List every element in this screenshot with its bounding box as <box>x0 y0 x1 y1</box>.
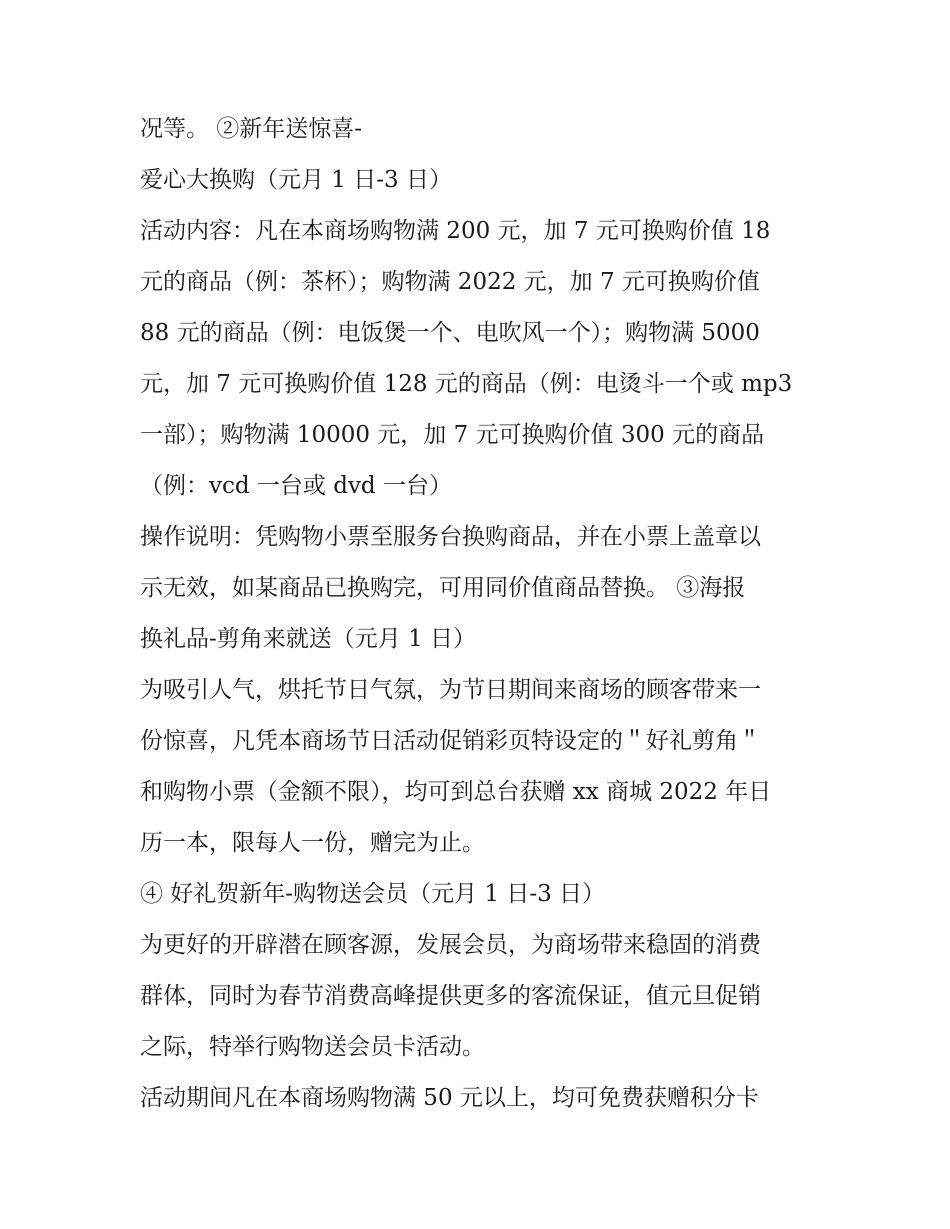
text-line: 操作说明：凭购物小票至服务台换购商品，并在小票上盖章以 <box>140 524 761 550</box>
text-line: 之际，特举行购物送会员卡活动。 <box>140 1034 485 1060</box>
text-line: 活动期间凡在本商场购物满 50 元以上，均可免费获赠积分卡 <box>140 1085 759 1111</box>
text-line: 和购物小票（金额不限），均可到总台获赠 xx 商城 2022 年日 <box>140 779 772 805</box>
text-line: 历一本，限每人一份，赠完为止。 <box>140 830 485 856</box>
text-line: 份惊喜，凡凭本商场节日活动促销彩页特设定的＂好礼剪角＂ <box>140 728 761 754</box>
text-line: ④ 好礼贺新年-购物送会员（元月 1 日-3 日） <box>140 881 606 907</box>
text-line: （例：vcd 一台或 dvd 一台） <box>140 473 452 499</box>
text-line: 群体，同时为春节消费高峰提供更多的客流保证，值元旦促销 <box>140 983 761 1009</box>
text-line: 元，加 7 元可换购价值 128 元的商品（例：电烫斗一个或 mp3 <box>140 371 793 397</box>
text-line: 元的商品（例：茶杯）；购物满 2022 元，加 7 元可换购价值 <box>140 269 760 295</box>
text-line: 88 元的商品（例：电饭煲一个、电吹风一个）；购物满 5000 <box>140 320 760 346</box>
text-line: 况等。 ②新年送惊喜- <box>140 116 363 142</box>
text-line: 爱心大换购（元月 1 日-3 日） <box>140 167 452 193</box>
text-line: 活动内容：凡在本商场购物满 200 元，加 7 元可换购价值 18 <box>140 218 771 244</box>
document-body <box>140 104 820 1124</box>
text-line: 为更好的开辟潜在顾客源，发展会员，为商场带来稳固的消费 <box>140 932 761 958</box>
text-line: 一部）；购物满 10000 元，加 7 元可换购价值 300 元的商品 <box>140 422 765 448</box>
text-line: 为吸引人气，烘托节日气氛，为节日期间来商场的顾客带来一 <box>140 677 761 703</box>
text-line: 示无效，如某商品已换购完，可用同价值商品替换。 ③海报 <box>140 575 746 601</box>
text-line: 换礼品-剪角来就送（元月 1 日） <box>140 626 477 652</box>
